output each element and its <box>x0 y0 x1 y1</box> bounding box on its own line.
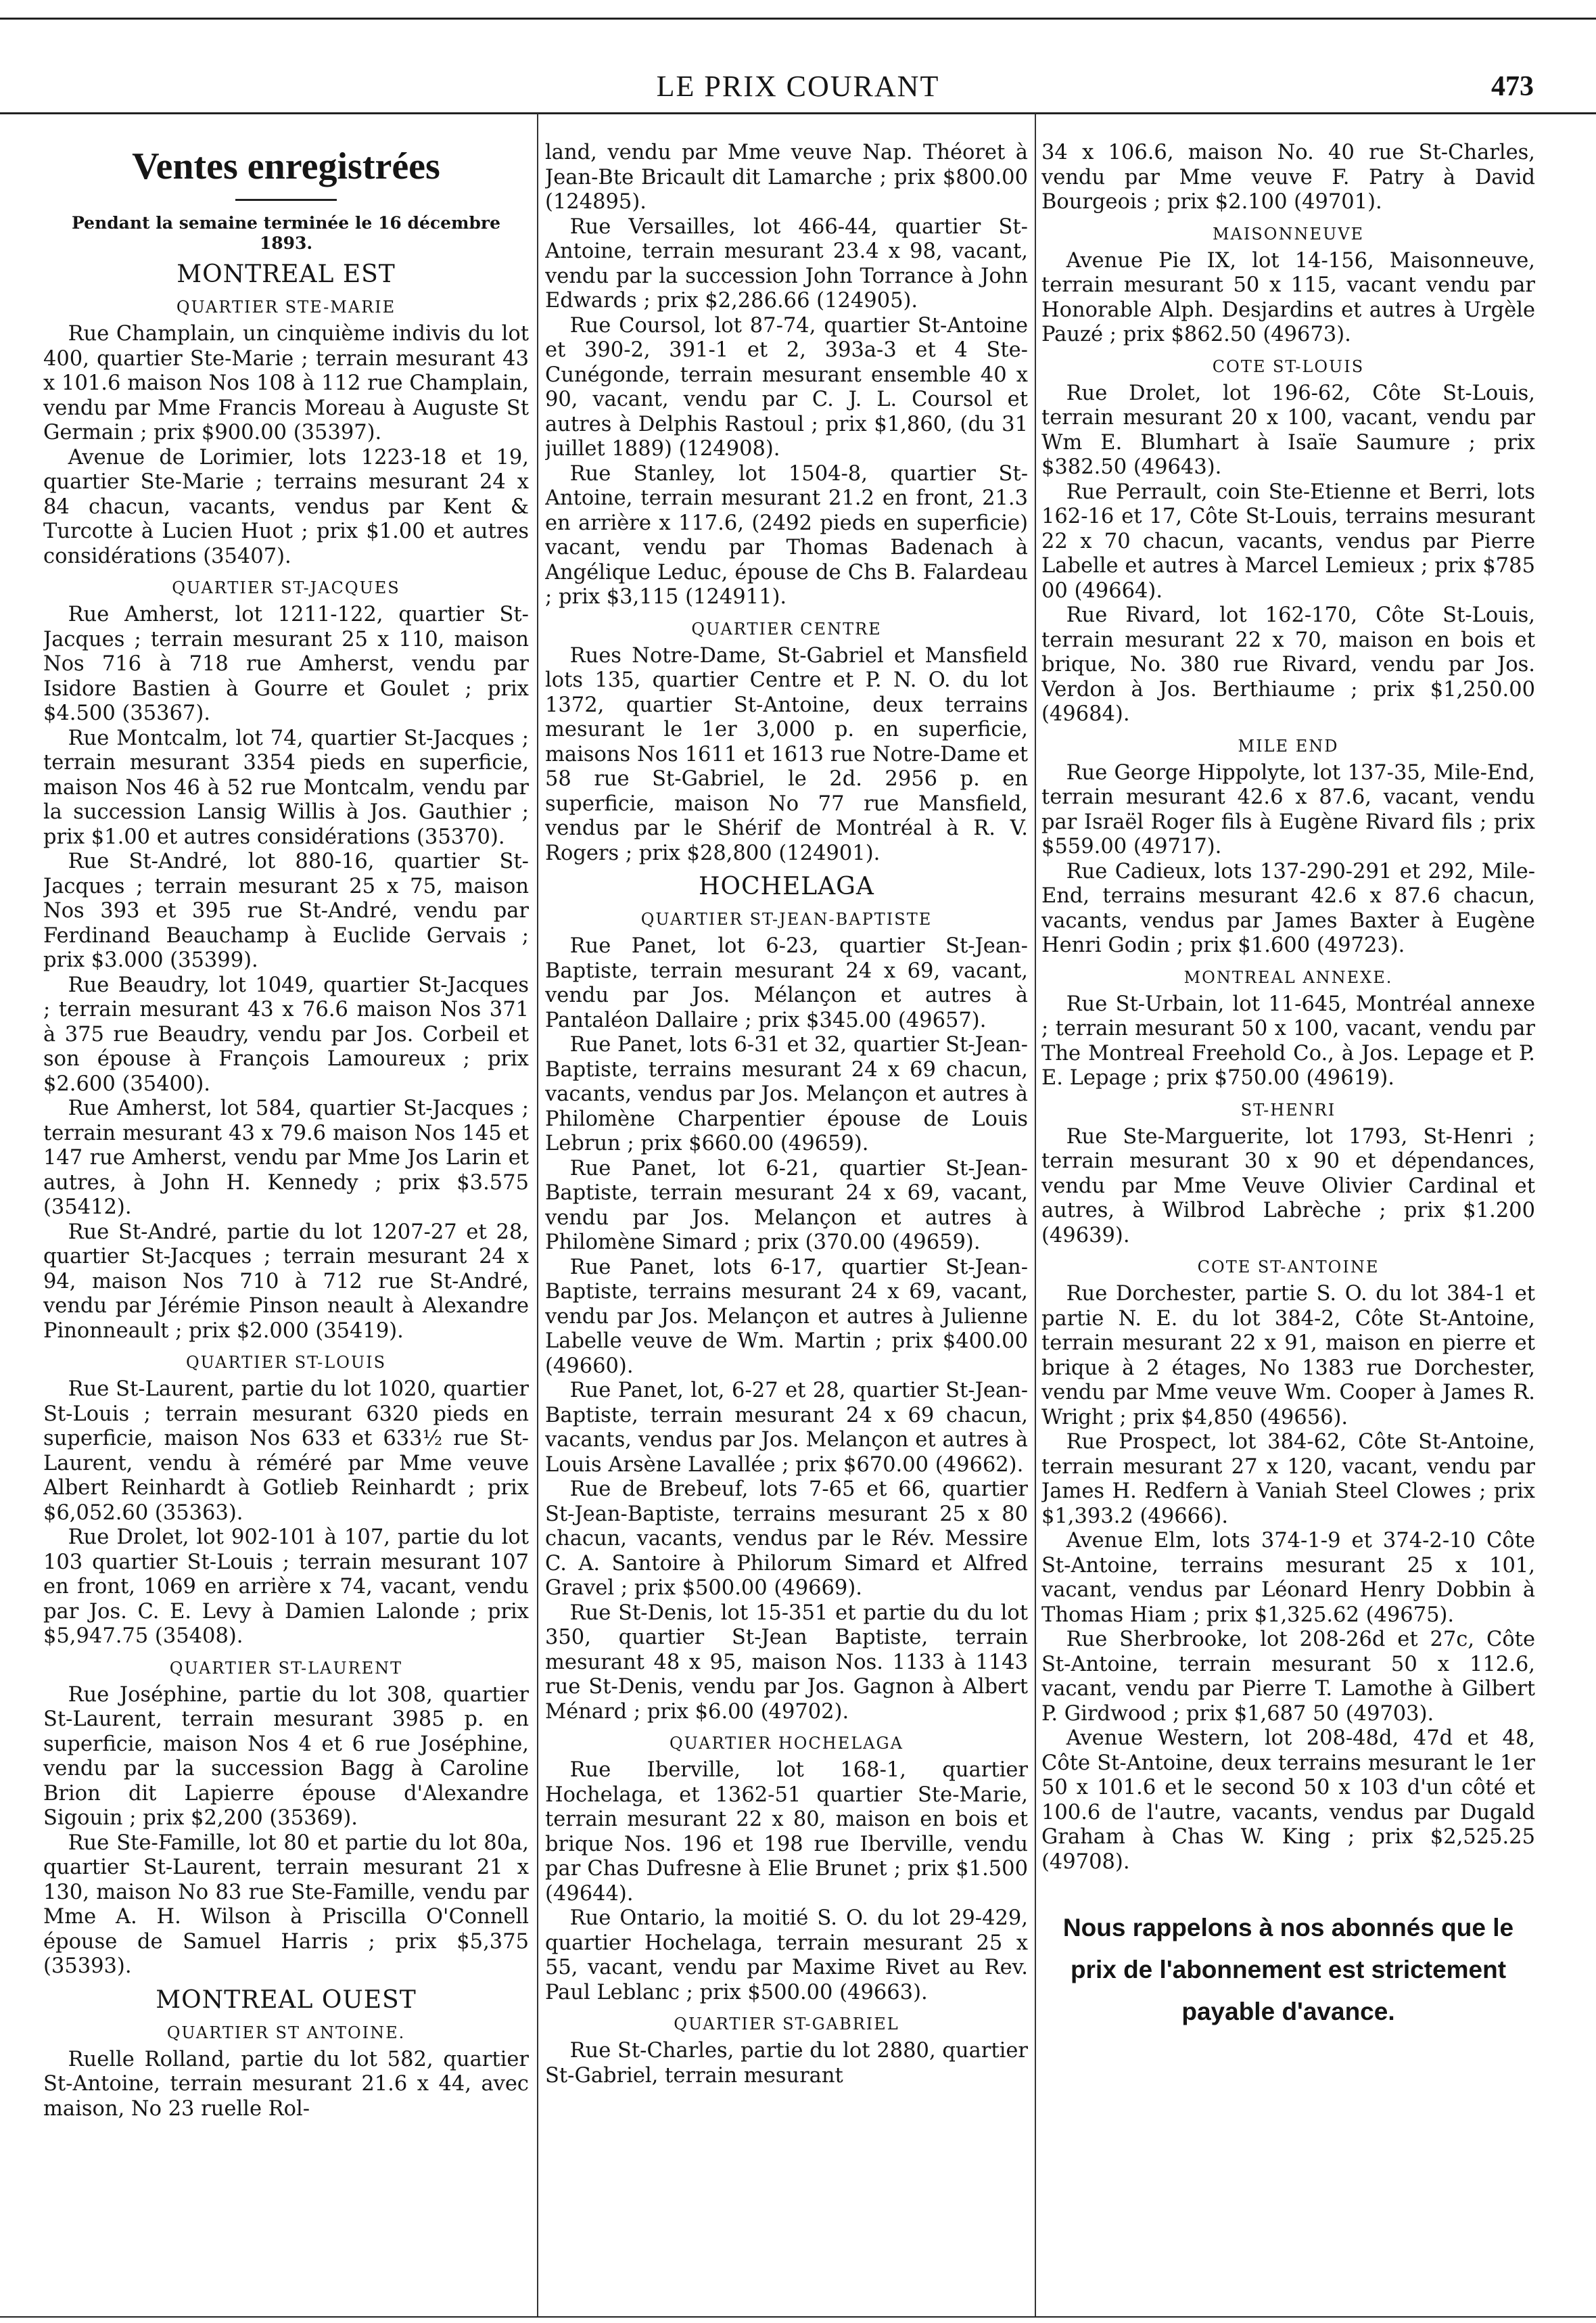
page-number: 473 <box>1491 71 1534 102</box>
sale-entry: Rue St-André, partie du lot 1207-27 et 28, quartier St-Jacques ; terrain mesurant 24 x 94, maison Nos 710 à 712 rue St-André, vendu par Jérémie Pinson neault à Alexandre Pinonneault ; prix $2.000 (35419). <box>43 1220 529 1343</box>
column-3 <box>1041 141 1535 2316</box>
sale-entry: Rue Cadieux, lots 137-290-291 et 292, Mile-End, terrains mesurant 42.6 x 87.6 chacun, vacants, vendus par James Baxter à Eugène Henri Godin ; prix $1.600 (49723). <box>1041 859 1535 957</box>
heading-quartier-st-gabriel: QUARTIER ST-GABRIEL <box>674 2015 899 2033</box>
heading-quartier-ste-marie: QUARTIER STE-MARIE <box>176 298 396 317</box>
heading-quartier-st-jacques: QUARTIER ST-JACQUES <box>172 578 400 597</box>
heading-montreal-annexe: MONTREAL ANNEXE. <box>1183 967 1393 987</box>
column-1 <box>43 141 529 2316</box>
header-rule <box>0 112 1596 114</box>
sale-entry: Rue Joséphine, partie du lot 308, quartier St-Laurent, terrain mesurant 3985 p. en superficie, maison Nos 4 et 6 rue Joséphine, vendu par la succession Bagg à Caroline Brion dit Lapierre épouse d'Alexandre Sigouin ; prix $2,200 (35369). <box>43 1682 529 1830</box>
sale-entry: Avenue Elm, lots 374-1-9 et 374-2-10 Côte St-Antoine, terrains mesurant 25 x 101, vacant, vendus par Léonard Henry Dobbin à Thomas Hiam ; prix $1,325.62 (49675). <box>1041 1529 1535 1627</box>
column-divider-1 <box>537 114 538 2316</box>
sale-entry: Avenue Western, lot 208-48d, 47d et 48, Côte St-Antoine, deux terrains mesurant le 1er 50 x 101.6 et le second 50 x 103 d'un côté et 100.6 de l'autre, vacants, vendus par Dugald Graham à Chas W. King ; prix $2,525.25 (49708). <box>1041 1726 1535 1874</box>
heading-quartier-hochelaga: QUARTIER HOCHELAGA <box>669 1734 904 1753</box>
sale-entry: Rues Notre-Dame, St-Gabriel et Mansfield lots 135, quartier Centre et P. N. O. du lot 1372, quartier St-Antoine, deux terrains mesurant le 1er 3,000 p. en superficie, maisons Nos 1611 et 1613 rue Notre-Dame et 58 rue St-Gabriel, le 2d. 2956 p. en superficie, maison No 77 rue Mansfield, vendus par le Shérif de Montréal à R. V. Rogers ; prix $28,800 (124901). <box>545 643 1028 865</box>
sale-entry: Rue Panet, lots 6-31 et 32, quartier St-Jean-Baptiste, terrains mesurant 24 x 69 chacun, vacants, vendus par Jos. Melançon et autres à Philomène Charpentier épouse de Louis Lebrun ; prix $660.00 (49659). <box>545 1033 1028 1155</box>
heading-maisonneuve: MAISONNEUVE <box>1212 224 1365 244</box>
sale-entry: Rue Drolet, lot 902-101 à 107, partie du lot 103 quartier St-Louis ; terrain mesurant 107 en front, 1069 en arrière x 74, vacant, vendu par Jos. C. E. Levy à Damien Lalonde ; prix $5,947.75 (35408). <box>43 1525 529 1648</box>
title-rule <box>235 199 337 201</box>
sale-entry: Rue Sherbrooke, lot 208-26d et 27c, Côte St-Antoine, terrain mesurant 50 x 112.6, vacant, vendu par Pierre T. Lamothe à Gilbert P. Girdwood ; prix $1,687 50 (49703). <box>1041 1628 1535 1726</box>
sale-entry: Rue Panet, lot 6-23, quartier St-Jean-Baptiste, terrain mesurant 24 x 69, vacant, vendu par Jos. Mélançon et autres à Pantaléon Dallaire ; prix $345.00 (49657). <box>545 934 1028 1032</box>
sale-entry: Rue Amherst, lot 584, quartier St-Jacques ; terrain mesurant 43 x 79.6 maison Nos 145 et 147 rue Amherst, vendu par Mme Jos Larin et autres, à John H. Kennedy ; prix $3.575 (35412). <box>43 1097 529 1219</box>
top-rule <box>0 18 1596 20</box>
sale-entry: Rue St-André, lot 880-16, quartier St-Jacques ; terrain mesurant 25 x 75, maison Nos 393 et 395 rue St-André, vendu par Ferdinand Beauchamp à Euclide Gervais ; prix $3.000 (35399). <box>43 850 529 972</box>
heading-quartier-st-antoine: QUARTIER ST ANTOINE. <box>166 2023 406 2042</box>
heading-montreal-ouest: MONTREAL OUEST <box>156 1985 417 2014</box>
heading-cote-st-antoine: COTE ST-ANTOINE <box>1197 1258 1380 1276</box>
sale-entry: Rue Ste-Famille, lot 80 et partie du lot 80a, quartier St-Laurent, terrain mesurant 21 x 130, maison No 83 rue Ste-Famille, vendu par Mme A. H. Wilson à Priscilla O'Connell épouse de Samuel Harris ; prix $5,375 (35393). <box>43 1831 529 1978</box>
sale-entry-continued: land, vendu par Mme veuve Nap. Théoret à Jean-Bte Bricault dit Lamarche ; prix $800.00 (124895). <box>545 141 1028 214</box>
sale-entry: Rue Versailles, lot 466-44, quartier St-Antoine, terrain mesurant 23.4 x 98, vacant, vendu par la succession John Torrance à John Edwards ; prix $2,286.66 (124905). <box>545 214 1028 313</box>
sale-entry: Rue Coursol, lot 87-74, quartier St-Antoine et 390-2, 391-1 et 2, 393a-3 et 4 Ste-Cunégonde, terrain mesurant ensemble 40 x 90, vacant, vendu par C. J. L. Coursol et autres à Delphis Rastoul ; prix $1,860, (du 31 juillet 1889) (124908). <box>545 313 1028 461</box>
sale-entry: Rue Prospect, lot 384-62, Côte St-Antoine, terrain mesurant 27 x 120, vacant, vendu par James H. Redfern à Vaniah Steel Clowes ; prix $1,393.2 (49666). <box>1041 1430 1535 1528</box>
bottom-rule <box>0 2316 1596 2318</box>
sale-entry: Rue Montcalm, lot 74, quartier St-Jacques ; terrain mesurant 3354 pieds en superficie, maison Nos 46 à 52 rue Montcalm, vendu par la succession Lansig Willis à Jos. Gauthier ; prix $1.00 et autres considérations (35370). <box>43 726 529 849</box>
sale-entry: Rue Drolet, lot 196-62, Côte St-Louis, terrain mesurant 20 x 100, vacant, vendu par Wm E. Blumhart à Isaïe Saumure ; prix $382.50 (49643). <box>1041 381 1535 479</box>
sale-entry: Rue Perrault, coin Ste-Etienne et Berri, lots 162-16 et 17, Côte St-Louis, terrains mesurant 22 x 70 chacun, vacants, vendus par Pierre Labelle et autres à Marcel Lemieux ; prix $785 00 (49664). <box>1041 480 1535 603</box>
publication-title: LE PRIX COURANT <box>656 70 940 103</box>
subscription-notice: Nous rappelons à nos abonnés que le prix de l'abonnement est strictement payable d'avance. <box>1062 1914 1514 2025</box>
sale-entry: Rue George Hippolyte, lot 137-35, Mile-End, terrain mesurant 42.6 x 87.6, vacant, vendu par Israël Roger fils à Eugène Rivard fils ; prix $559.00 (49717). <box>1041 760 1535 858</box>
sale-entry: Rue Dorchester, partie S. O. du lot 384-1 et partie N. E. du lot 384-2, Côte St-Antoine, terrain mesurant 22 x 91, maison en pierre et brique à 2 étages, No 1383 rue Dorchester, vendu par Mme veuve Wm. Cooper à James R. Wright ; prix $4,850 (49656). <box>1041 1282 1535 1429</box>
page-header <box>0 65 1596 112</box>
sale-entry: Avenue de Lorimier, lots 1223-18 et 19, quartier Ste-Marie ; terrains mesurant 24 x 84 chacun, vacants, vendus par Kent & Turcotte à Lucien Huot ; prix $1.00 et autres considérations (35407). <box>43 445 529 568</box>
section-subtitle: Pendant la semaine terminée le 16 décembre 1893. <box>71 213 501 253</box>
sale-entry: Rue Panet, lot, 6-27 et 28, quartier St-Jean-Baptiste, terrain mesurant 24 x 69 chacun, vacants, vendus par Jos. Melançon et autres à Louis Arsène Lavallée ; prix $670.00 (49662). <box>545 1379 1028 1477</box>
heading-st-henri: ST-HENRI <box>1240 1100 1336 1120</box>
sale-entry: Rue de Brebeuf, lots 7-65 et 66, quartier St-Jean-Baptiste, terrains mesurant 25 x 80 chacun, vacants, vendus par le Rév. Messire C. A. Santoire à Philorum Simard et Alfred Gravel ; prix $500.00 (49669). <box>545 1477 1028 1600</box>
sale-entry: Rue Champlain, un cinquième indivis du lot 400, quartier Ste-Marie ; terrain mesurant 43 x 101.6 maison Nos 108 à 112 rue Champlain, vendu par Mme Francis Moreau à Auguste St Germain ; prix $900.00 (35397). <box>43 322 529 444</box>
column-divider-2 <box>1035 114 1036 2316</box>
heading-quartier-st-louis: QUARTIER ST-LOUIS <box>185 1353 387 1372</box>
sale-entry: Rue Panet, lot 6-21, quartier St-Jean-Baptiste, terrain mesurant 24 x 69, vacant, vendu par Jos. Melançon et autres à Philomène Simard ; prix (370.00 (49659). <box>545 1156 1028 1254</box>
heading-montreal-est: MONTREAL EST <box>177 260 396 288</box>
heading-cote-st-louis: COTE ST-LOUIS <box>1212 356 1365 376</box>
sale-entry: Rue Amherst, lot 1211-122, quartier St-Jacques ; terrain mesurant 25 x 110, maison Nos 716 à 718 rue Amherst, vendu par Isidore Bastien à Gourre et Goulet ; prix $4.500 (35367). <box>43 603 529 725</box>
column-2 <box>545 141 1028 2316</box>
heading-mile-end: MILE END <box>1238 736 1339 756</box>
sale-entry: Rue Stanley, lot 1504-8, quartier St-Antoine, terrain mesurant 21.2 en front, 21.3 en arrière x 117.6, (2492 pieds en superficie) vacant, vendu par Thomas Badenach à Angélique Leduc, épouse de Chs B. Falardeau ; prix $3,115 (124911). <box>545 461 1028 609</box>
sale-entry: Rue Ste-Marguerite, lot 1793, St-Henri ; terrain mesurant 30 x 90 et dépendances, vendu par Mme Veuve Olivier Cardinal et autres, à Wilbrod Labrèche ; prix $1.200 (49639). <box>1041 1124 1535 1247</box>
heading-hochelaga: HOCHELAGA <box>699 873 874 900</box>
sale-entry: Rue Rivard, lot 162-170, Côte St-Louis, terrain mesurant 22 x 70, maison en bois et brique, No. 380 rue Rivard, vendu par Jos. Verdon à Jos. Berthiaume ; prix $1,250.00 (49684). <box>1041 603 1535 726</box>
sale-entry: Rue Iberville, lot 168-1, quartier Hochelaga, et 1362-51 quartier Ste-Marie, terrain mesurant 22 x 80, maison en bois et brique Nos. 196 et 198 rue Iberville, vendu par Chas Dufresne à Elie Brunet ; prix $1.500 (49644). <box>545 1758 1028 1906</box>
sale-entry: Rue St-Charles, partie du lot 2880, quartier St-Gabriel, terrain mesurant <box>545 2039 1028 2088</box>
sale-entry: Rue St-Laurent, partie du lot 1020, quartier St-Louis ; terrain mesurant 6320 pieds en superficie, maison Nos 633 et 633½ rue St-Laurent, vendu à réméré par Mme veuve Albert Reinhardt à Gotlieb Reinhardt ; prix $6,052.60 (35363). <box>43 1377 529 1525</box>
sale-entry: Rue Beaudry, lot 1049, quartier St-Jacques ; terrain mesurant 43 x 76.6 maison Nos 371 à 375 rue Beaudry, vendu par Jos. Corbeil et son épouse à François Lamoureux ; prix $2.600 (35400). <box>43 973 529 1096</box>
sale-entry-continued: 34 x 106.6, maison No. 40 rue St-Charles, vendu par Mme veuve F. Patry à David Bourgeois ; prix $2.100 (49701). <box>1041 141 1535 214</box>
heading-quartier-centre: QUARTIER CENTRE <box>691 619 882 639</box>
sale-entry: Rue Ontario, la moitié S. O. du lot 29-429, quartier Hochelaga, terrain mesurant 25 x 55, vacant, vendu par Maxime Rivet au Rev. Paul Leblanc ; prix $500.00 (49663). <box>545 1906 1028 2004</box>
section-title: Ventes enregistrées <box>132 145 440 187</box>
sale-entry: Rue Panet, lots 6-17, quartier St-Jean-Baptiste, terrains mesurant 24 x 69, vacant, vendu par Jos. Melançon et autres à Julienne Labelle veuve de Wm. Martin ; prix $400.00 (49660). <box>545 1255 1028 1378</box>
sale-entry: Ruelle Rolland, partie du lot 582, quartier St-Antoine, terrain mesurant 21.6 x 44, avec maison, No 23 ruelle Rol- <box>43 2047 529 2121</box>
sale-entry: Rue St-Urbain, lot 11-645, Montréal annexe ; terrain mesurant 50 x 100, vacant, vendu par The Montreal Freehold Co., à Jos. Lepage et P. E. Lepage ; prix $750.00 (49619). <box>1041 992 1535 1090</box>
sale-entry: Rue St-Denis, lot 15-351 et partie du du lot 350, quartier St-Jean Baptiste, terrain mesurant 48 x 95, maison Nos. 1133 à 1143 rue St-Denis, vendu par Jos. Gagnon à Albert Ménard ; prix $6.00 (49702). <box>545 1601 1028 1724</box>
sale-entry: Avenue Pie IX, lot 14-156, Maisonneuve, terrain mesurant 50 x 115, vacant vendu par Honorable Alph. Desjardins et autres à Urgèle Pauzé ; prix $862.50 (49673). <box>1041 248 1535 346</box>
heading-quartier-st-laurent: QUARTIER ST-LAURENT <box>169 1658 403 1678</box>
heading-quartier-st-jean-baptiste: QUARTIER ST-JEAN-BAPTISTE <box>640 910 933 929</box>
